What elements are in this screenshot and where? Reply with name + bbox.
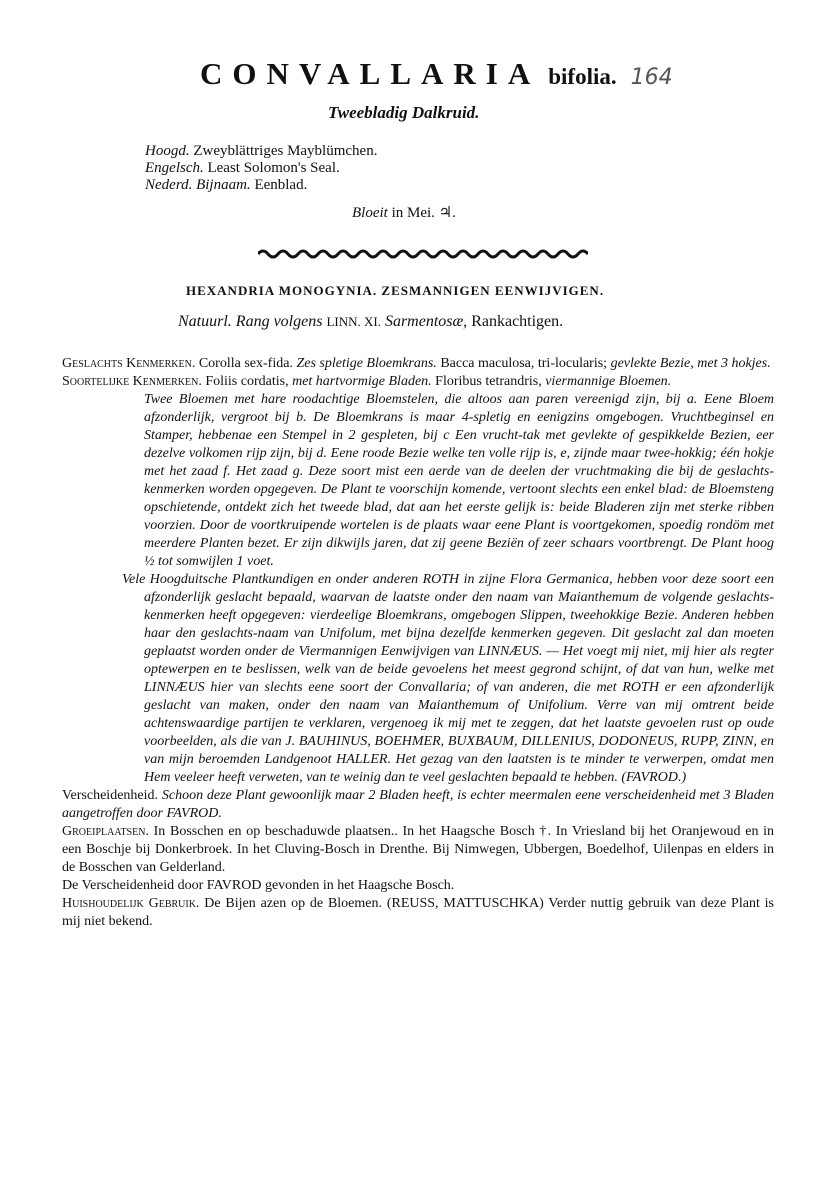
household-use: Huishoudelijk Gebruik. De Bijen azen op de Bloemen. (REUSS, MATTUSCHKA) Verder nuttig gebruik van deze Plant is mij niet bekend. — [62, 896, 775, 929]
linnaean-class: HEXANDRIA MONOGYNIA. ZESMANNIGEN EENWIJVIGEN. — [186, 283, 605, 298]
bloom-info: Bloeit in Mei. ♃. — [352, 205, 456, 221]
variety: Verscheidenheid. Schoon deze Plant gewoonlijk maar 2 Bladen heeft, is echter meermalen eene verscheidenheid met 3 Bladen aangetroffen door FAVROD. — [62, 788, 775, 821]
dutch-name: Tweebladig Dalkruid. — [328, 103, 480, 122]
vernacular-english: Engelsch. Least Solomon's Seal. — [145, 160, 340, 176]
habitat: Groeiplaatsen. In Bosschen en op beschaduwde plaatsen.. In het Haagsche Bosch †. In Vriesland bij het Oranjewoud en in een Boschje bij Donkerbroek. In het Cluving-Bosch in Drenthe. Bij Nimwegen, Ubbergen, Boedelhof, Uilenpas en elders in de Bosschen van Gelderland. — [62, 824, 775, 875]
vernacular-names — [145, 143, 377, 194]
genus-characters: Geslachts Kenmerken. Corolla sex-fida. Zes spletige Bloemkrans. Bacca maculosa, tri-locularis; gevlekte Bezie, met 3 hokjes. — [62, 356, 771, 371]
natural-order: Natuurl. Rang volgens LINN. XI. Sarmentosæ, Rankachtigen. — [178, 313, 564, 330]
genus-title: CONVALLARIA — [200, 56, 541, 91]
ornament-divider — [258, 248, 588, 260]
variety-found: De Verscheidenheid door FAVROD gevonden in het Haagsche Bosch. — [62, 878, 455, 893]
taxonomic-note: Vele Hoogduitsche Plantkundigen en onder anderen ROTH in zijne Flora Germanica, hebben voor deze soort een afzonderlijk geslacht bepaald, waarvan de laatste onder den naam van Maianthemum de volgende geslachts-kenmerken heeft opgegeven: vierdeelige Bloemkrans, omgebogen Slippen, tweehokkige Bezie. Anderen hebben haar den geslachts-naam van Unifolum, met bijna dezelfde kenmerken gegeven. Dit geslacht zal dan moeten geplaatst worden onder de Viermannigen Eenwijvigen van LINNÆUS. — Het voegt mij niet, mij hier als regter optewerpen en te beslissen, welk van de beide gevoelens het meest gegrond schijnt, of dat van hun, welke met LINNÆUS hier van slechts eene soort der Convallaria; of van anderen, die met ROTH er een afzonderlijk geslacht van maken, onder den naam van Maianthemum of Unifolium. Verre van mij omtrent beide achtenswaardige partijen te verklaren, vergenoeg ik mij met te zeggen, dat het laatste gevoelen rust op oude voorbeelden, als die van J. BAUHINUS, BOEHMER, BUXBAUM, DILLENIUS, DODONEUS, RUPP, ZINN, en van mijn beroemden Landgenoot HALLER. Het gezag van den laatsten is te minder te verwerpen, omdat men Hem veeleer heeft verweten, van te weinig dan te veel geslachten bepaald te hebben. (FAVROD.) — [122, 572, 774, 785]
plate-description: Twee Bloemen met hare roodachtige Bloemstelen, die altoos aan paren vereenigd zijn, bij a. Eene Bloem afzonderlijk, vergroot bij b. De Bloemkrans is maar 4-spletig en eenigzins omgebogen. Vruchtbeginsel en Stamper, hebbenae een Stempel in 2 gespleten, bij c Een vrucht-tak met gevlekte of gespikkelde Bezien, eer dezelve volkomen rijp zijn, bij d. Eene roode Bezie welke ten volle rijp is, e, zijnde maar twee-hokkig; één hokje met het zaad f. Het zaad g. Deze soort mist een aerde van de deelen der vruchtmaking die bij de geslachts-kenmerken worden opgegeven. De Plant te voorschijn komende, vertoont slechts een enkel blad: de Bloemsteng opschietende, ontdekt zich het tweede blad, dat aan het eerste gelijk is: beide Bladeren zijn met sterke ribben voorzien. Door de voortkruipende wortelen is de plaats waar eene Plant is voortgekomen, spoedig rondöm met meerdere Planten bezet. Er zijn dikwijls jaren, dat zij geene Beziën of zeer schaars voortbrengt. De Plant hoog ½ tot somwijlen 1 voet. — [144, 392, 774, 569]
vernacular-dutch: Nederd. Bijnaam. Eenblad. — [145, 177, 308, 193]
species-epithet: bifolia. — [548, 64, 617, 89]
species-characters: Soortelijke Kenmerken. Foliis cordatis, met hartvormige Bladen. Floribus tetrandris, viermannige Bloemen. — [62, 374, 672, 389]
body-text — [62, 355, 774, 931]
handwritten-page-number: 164 — [630, 65, 673, 90]
vernacular-german: Hoogd. Zweyblättriges Mayblümchen. — [145, 143, 378, 159]
title-line — [200, 56, 820, 92]
